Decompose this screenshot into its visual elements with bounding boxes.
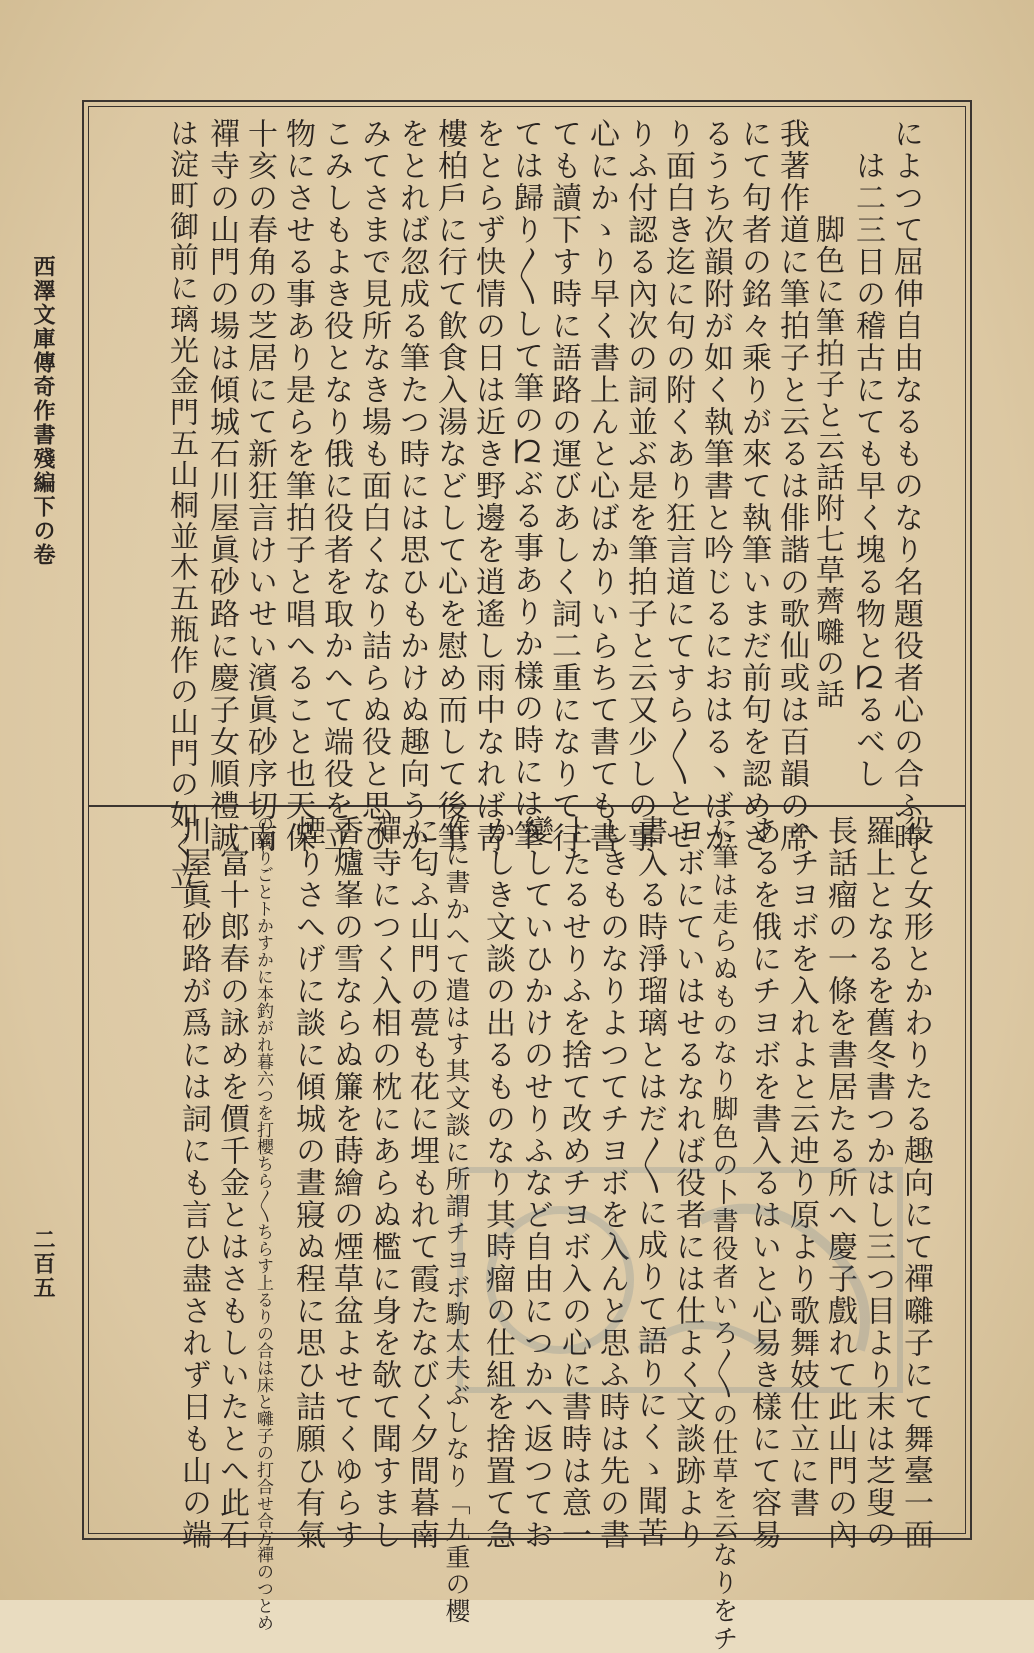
text-column: みてさまで見所なき場も面白くなり詰らぬ役と思ひ [356,118,391,854]
text-column: 物にさせる事あり是らを筆拍子と唱へること也天保 [280,118,315,854]
text-column: 役と女形とかわりたる趣向にて禪囃子にて舞臺一面 [898,815,933,1551]
text-column: ても讀下す時に語路の運びあしく詞二重になりて行 [546,118,581,854]
text-column: の獨りごとトかすかに本釣がれ暮六つを打櫻ちら〳〵ちらす上るりの合は床と囃子の打合せ合方禪のつとめ [253,815,273,1631]
text-column: 書入る時淨瑠璃とはだ〳〵に成りて語りにくゝ聞苦 [632,815,667,1549]
text-column: へチヨボを入れよと云迚り原より歌舞妓仕立に書 [784,815,819,1519]
text-column: 長話瘤の一條を書居たる所へ慶子戲れて此山門の內 [822,815,857,1551]
text-column: 變していひかけのせりふなど自由につかへ返つてお [518,815,553,1551]
text-column: に匂ふ山門の甍も花に埋もれて霞たなびく夕間暮南 [404,815,439,1551]
text-column: は二三日の稽古にても早く塊る物と𛀁るべし [850,150,885,790]
text-column: かしき文談の出るものなり其時瘤の仕組を捨置て急 [480,815,515,1551]
text-column: によつて屈伸自由なるものなり名題役者心の合ふ時 [888,118,923,854]
text-column: 十亥の春角の芝居にて新狂言けいせい濱眞砂序切南 [242,118,277,854]
text-column: に筆は走らぬものなり脚色の卜書役者いろ〳〵の仕草を云なりをチ [708,815,738,1653]
text-column: 禪寺の山門の場は傾城石川屋眞砂路に慶子女順禮誠 [204,118,239,854]
text-column: 川屋眞砂路が爲には詞にも言ひ盡されず日も山の端 [176,815,211,1551]
text-column: こみしもよき役となり俄に役者を取かへて端役を立 [318,118,353,854]
text-column: 上たるせりふを捨て改めチヨボ入の心に書時は意一 [556,815,591,1551]
text-column: り面白き迄に句の附くあり狂言道にてすら〳〵とせ [660,118,695,852]
text-column: ては歸り〳〵して筆の𛀁ぶる事ありか樣の時には筆 [508,118,543,852]
text-column: しきものなりよつてチヨボを入んと思ふ時は先の書 [594,815,629,1551]
text-column: りふ付認る內次の詞並ぶ是を筆拍子と云又少しの事 [622,118,657,854]
text-column: 禪寺につく入相の枕にあらぬ檻に身を欹て聞すまし [366,815,401,1551]
text-column: は淀町御前に璃光金門五山桐並木五瓶作の山門の如く立 [166,118,200,893]
text-column: ヨボにていはせるなれば役者には仕よく文談跡より [670,815,705,1551]
text-column: あるを俄にチヨボを書入るはいと心易き樣にて容易 [746,815,781,1551]
running-head-title: 西澤文庫傳奇作書殘編下の卷 [30,255,56,567]
text-column: 煙りさへげに談に傾城の晝寢ぬ程に思ひ詰願ひ有氣 [290,815,325,1551]
text-column: をとらず快情の日は近き野邊を逍遙し雨中なれば靑 [470,118,505,854]
text-column: 心にかゝり早く書上んと心ばかりいらちて書ても書 [584,118,619,854]
text-column: 羅上となるを舊冬書つかはし三つ目より末は芝叟の [860,815,895,1551]
text-column: 香爐峯の雪ならぬ簾を蒔繪の煙草盆よせてくゆらす [328,815,363,1551]
page-number: 二百五 [30,1228,56,1300]
text-column: 一富十郎春の詠めを價千金とはさもしいたとへ此石 [214,815,249,1551]
text-column: 我著作道に筆拍子と云るは俳諧の歌仙或は百韻の席 [774,118,809,854]
text-column: にて句者の銘々乘りが來て執筆いまだ前句を認めざ [736,118,771,854]
text-column: をとれば忽成る筆たつ時には思ひもかけぬ趣向うか [394,118,429,854]
text-column: るうち次韻附が如く執筆書と吟じるにおはる丶ばか [698,118,733,854]
text-column: 樓柏戶に行て飮食入湯などして心を慰め而して後筆 [432,118,467,854]
section-heading: 脚色に筆拍子と云話附七草薺囃の話 [812,214,846,710]
text-column: 作に書かへて遣はす其文談に所謂チヨボ駒太夫ぶしなり「九重の櫻 [442,815,471,1625]
